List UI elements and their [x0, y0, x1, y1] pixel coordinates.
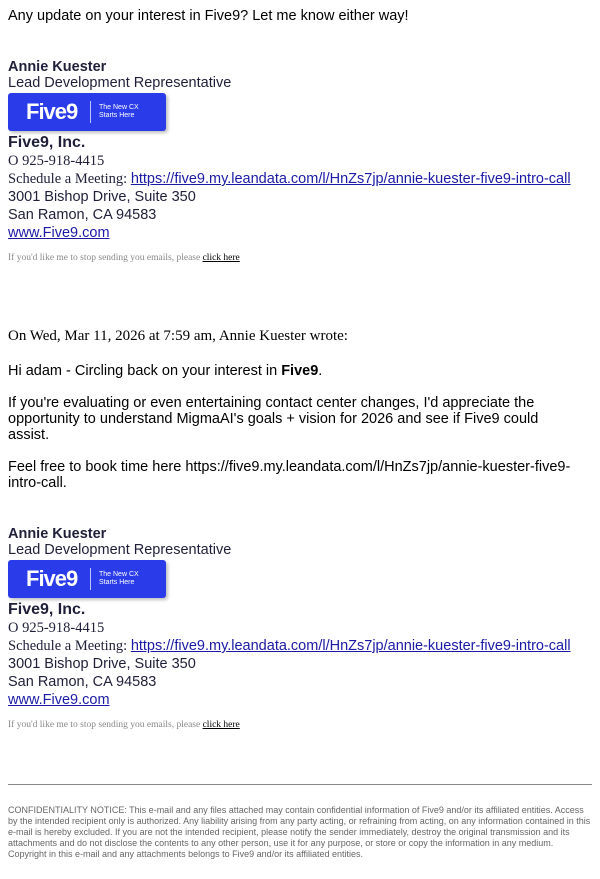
- five9-logo: [8, 560, 166, 598]
- schedule-meeting-link[interactable]: https://five9.my.leandata.com/l/HnZs7jp/annie-kuester-five9-intro-call: [130, 171, 571, 187]
- footer-divider: [8, 784, 592, 785]
- quote-booking: Feel free to book time here https://five9.my.leandata.com/l/HnZs7jp/annie-kuester-five9-intro-call.: [8, 459, 571, 491]
- optout-line: If you'd like me to stop sending you emails, please click here: [8, 720, 240, 730]
- schedule-line: [8, 637, 578, 655]
- sender-name: Annie Kuester: [8, 59, 107, 75]
- sender-name: Annie Kuester: [8, 526, 107, 542]
- quote-greeting: Hi adam - Circling back on your interest in Five9.: [8, 363, 323, 379]
- logo-tagline: The New CX Starts Here: [99, 571, 139, 586]
- five9-logo: [8, 93, 166, 131]
- logo-wordmark: Five9: [26, 566, 78, 591]
- update-message: Any update on your interest in Five9? Let me know either way!: [8, 8, 409, 24]
- company-name: Five9, Inc.: [8, 134, 86, 151]
- address-line-1: 3001 Bishop Drive, Suite 350: [8, 189, 196, 205]
- logo-divider: [90, 101, 91, 123]
- schedule-meeting-link[interactable]: https://five9.my.leandata.com/l/HnZs7jp/annie-kuester-five9-intro-call: [130, 638, 571, 654]
- sender-title: Lead Development Representative: [8, 542, 232, 558]
- schedule-label: Schedule a Meeting:: [8, 638, 131, 654]
- quote-paragraph: If you're evaluating or even entertaining contact center changes, I'd appreciate the opportunity to understand MigmaAI's goals + vision for 2026 and see if Five9 could assist.: [8, 395, 539, 443]
- logo-divider: [90, 568, 91, 590]
- phone-number: O 925-918-4415: [8, 620, 105, 636]
- confidentiality-notice: CONFIDENTIALITY NOTICE: This e-mail and any files attached may contain confidential information of Five9 and/or its affiliated entities. Access by the intended recipient only is authorized. Any liability arising from any party acting, or refraining from acting, on any information contained in this e-mail is hereby excluded. If you are not the intended recipient, please notify the sender immediately, destroy the original transmission and its attachments and do not disclose the contents to any other person, use it for any purpose, or store or copy the information in any medium. Copyright in this e-mail and any attachments belongs to Five9 and/or its affiliated entities.: [8, 805, 591, 859]
- company-name: Five9, Inc.: [8, 601, 86, 618]
- schedule-label: Schedule a Meeting:: [8, 171, 131, 187]
- optout-line: If you'd like me to stop sending you emails, please click here: [8, 253, 240, 263]
- unsubscribe-link[interactable]: click here: [202, 720, 240, 730]
- schedule-line: [8, 170, 578, 188]
- quote-header: On Wed, Mar 11, 2026 at 7:59 am, Annie Kuester wrote:: [8, 328, 348, 344]
- phone-number: O 925-918-4415: [8, 153, 105, 169]
- website-link[interactable]: www.Five9.com: [8, 225, 110, 241]
- sender-title: Lead Development Representative: [8, 75, 232, 91]
- signature-block: [8, 59, 592, 264]
- address-line-2: San Ramon, CA 94583: [8, 674, 157, 690]
- logo-wordmark: Five9: [26, 99, 78, 124]
- unsubscribe-link[interactable]: click here: [202, 253, 240, 263]
- website-link[interactable]: www.Five9.com: [8, 692, 110, 708]
- address-line-1: 3001 Bishop Drive, Suite 350: [8, 656, 196, 672]
- quoted-signature-block: [8, 526, 592, 731]
- logo-tagline: The New CX Starts Here: [99, 104, 139, 119]
- address-line-2: San Ramon, CA 94583: [8, 207, 157, 223]
